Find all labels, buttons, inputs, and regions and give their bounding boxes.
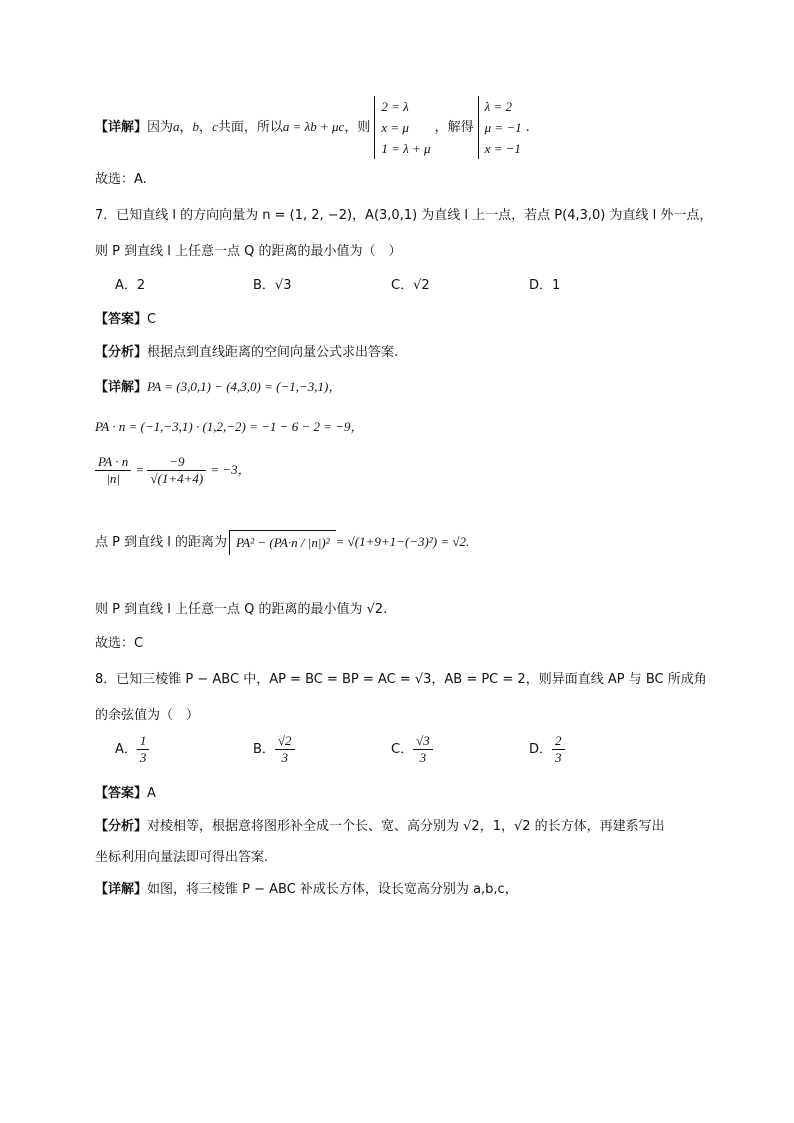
option-fraction — [552, 733, 565, 766]
q7-detail-step1 — [95, 376, 341, 395]
fraction-numerator: PA · n — [95, 454, 131, 471]
q8-option-d — [529, 733, 667, 766]
q7-step4-prefix: 点 P 到直线 l 的距离为 — [95, 535, 227, 550]
q7-options — [115, 274, 667, 293]
q7-conclusion: 则 P 到直线 l 上任意一点 Q 的距离的最小值为 √2. — [95, 602, 388, 617]
coplanar-equation: a = λb + μc — [282, 119, 345, 134]
fraction-numerator: 1 — [137, 733, 150, 750]
q7-stem-line1: 7．已知直线 l 的方向向量为 n = (1, 2, −2)，A(3,0,1) 为直线 l 上一点，若点 P(4,3,0) 为直线 l 外一点， — [95, 208, 713, 223]
fraction-numerator: −9 — [147, 454, 206, 471]
q7-option-b: B．√3 — [253, 278, 292, 293]
q7-step3-tail: = −3， — [210, 462, 251, 477]
q7-step3-rhs — [147, 454, 206, 487]
option-fraction — [275, 733, 295, 766]
q8-answer: A — [147, 786, 156, 801]
equation-system-2 — [478, 96, 522, 159]
q6-text: 共面，所以 — [217, 120, 283, 135]
q7-answer: C — [147, 312, 157, 327]
separator: ， — [179, 120, 193, 135]
option-label: A． — [115, 742, 137, 757]
q6-choice: 故选：A. — [95, 172, 147, 187]
q7-answer-line — [95, 308, 156, 327]
vector-b: b — [192, 119, 200, 134]
fraction-denominator: 3 — [139, 750, 147, 765]
fraction-denominator: 3 — [419, 750, 427, 765]
detail-tag: 【详解】 — [95, 380, 148, 395]
period: . — [525, 120, 530, 135]
detail-tag: 【详解】 — [95, 120, 148, 135]
equation-system-1 — [374, 96, 430, 159]
detail-tag: 【详解】 — [95, 882, 148, 897]
vector-a: a — [173, 119, 180, 134]
answer-tag: 【答案】 — [95, 786, 148, 801]
q8-stem-line1: 8．已知三棱锥 P − ABC 中，AP = BC = BP = AC = √3，AB = PC = 2，则异面直线 AP 与 BC 所成角 — [95, 672, 707, 687]
q7-step3: $\frac{PA \cdot n}{|n|}$ = $\frac{-9}{√(1+4+4)}$ = −3， — [95, 454, 251, 487]
analysis-tag: 【分析】 — [95, 819, 148, 834]
q6-detail-line — [95, 96, 530, 159]
fraction-numerator: 2 — [552, 733, 565, 750]
q8-analysis-line1 — [95, 815, 665, 834]
fraction-numerator: √2 — [275, 733, 295, 750]
q6-text: ，则 — [344, 120, 371, 135]
fraction-denominator: 3 — [555, 750, 562, 765]
q7-choice: 故选：C — [95, 636, 144, 651]
fraction-denominator: √(1+4+4) — [150, 471, 204, 486]
analysis-tag: 【分析】 — [95, 345, 148, 360]
q7-option-d: D．1 — [529, 278, 561, 293]
q8-analysis-1: 对棱相等，根据意将图形补全成一个长、宽、高分别为 √2，1，√2 的长方体，再建系写出 — [147, 819, 665, 834]
q7-step4 — [95, 530, 469, 555]
distance-radical: PA² − (PA·n / |n|)² — [229, 530, 336, 555]
system-row: x = μ — [381, 120, 409, 135]
q8-stem-line2: 的余弦值为（ ） — [95, 708, 200, 723]
fraction-denominator: 3 — [281, 750, 288, 765]
q7-option-a: A．2 — [115, 278, 146, 293]
system-row: x = −1 — [484, 141, 521, 156]
system-row: 2 = λ — [381, 99, 409, 114]
option-label: B． — [253, 742, 275, 757]
vector-c: c — [212, 119, 218, 134]
q8-detail: 如图，将三棱锥 P − ABC 补成长方体，设长宽高分别为 a,b,c， — [147, 882, 518, 897]
q7-analysis: 根据点到直线距离的空间向量公式求出答案. — [147, 345, 399, 360]
q7-step3-lhs — [95, 454, 131, 487]
q8-option-a — [115, 733, 253, 766]
q7-option-c: C．√2 — [391, 278, 430, 293]
q7-step4-tail: = √(1+9+1−(−3)²) = √2. — [335, 534, 470, 549]
q6-text: 因为 — [147, 120, 174, 135]
q8-detail-line — [95, 878, 518, 897]
option-fraction — [137, 733, 150, 766]
q7-analysis-line — [95, 341, 398, 360]
q7-step2: PA · n = (−1,−3,1) · (1,2,−2) = −1 − 6 − 2 = −9， — [95, 419, 364, 434]
option-fraction — [413, 733, 433, 766]
system-row: λ = 2 — [484, 99, 512, 114]
q8-analysis-line2: 坐标利用向量法即可得出答案. — [95, 850, 269, 865]
q8-option-b — [253, 733, 391, 766]
system-row: 1 = λ + μ — [381, 141, 431, 156]
q7-step1: PA = (3,0,1) − (4,3,0) = (−1,−3,1)， — [147, 379, 342, 394]
fraction-numerator: √3 — [413, 733, 433, 750]
option-label: D． — [529, 742, 553, 757]
q8-option-c — [391, 733, 529, 766]
answer-tag: 【答案】 — [95, 312, 148, 327]
q8-answer-line — [95, 782, 156, 801]
q7-stem-line2: 则 P 到直线 l 上任意一点 Q 的距离的最小值为（ ） — [95, 244, 402, 259]
fraction-denominator: |n| — [106, 471, 120, 486]
system-row: μ = −1 — [484, 120, 522, 135]
option-label: C． — [391, 742, 414, 757]
separator: ， — [199, 120, 213, 135]
q6-text: ，解得 — [434, 120, 474, 135]
q8-options — [115, 733, 667, 766]
